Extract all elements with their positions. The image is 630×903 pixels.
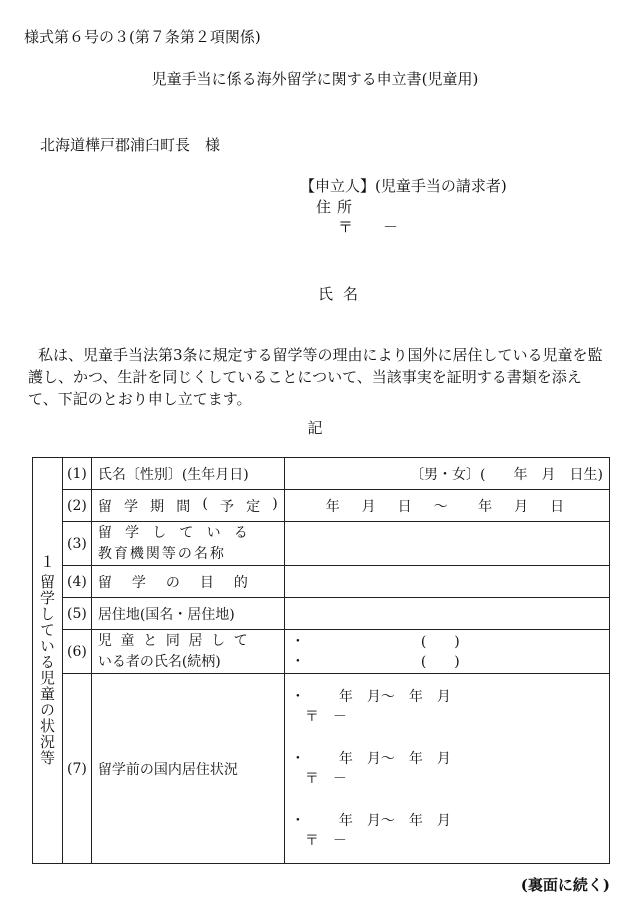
residence-history-entry: ・ 年 月～ 年 月 〒 －: [290, 750, 451, 787]
row-number: (1): [63, 458, 92, 490]
prior-residence-field[interactable]: [284, 674, 609, 864]
statement-text: 私は、児童手当法第3条に規定する留学等の理由により国外に居住している児童を監護し、かつ、生計を同じくしていることについて、当該事実を証明する書類を添えて、下記のとおり申し立てます。: [28, 346, 603, 408]
name-label: 氏名: [318, 285, 369, 303]
row-number: (5): [63, 598, 92, 630]
row-number: (6): [63, 630, 92, 674]
row-number: (3): [63, 522, 92, 566]
row-number: (2): [63, 490, 92, 522]
address-label: 住所: [316, 198, 359, 216]
institution-name-field[interactable]: [284, 522, 609, 566]
residence-field[interactable]: [284, 598, 609, 630]
row-number: (4): [63, 566, 92, 598]
residence-history-entry: ・ 年 月～ 年 月 〒 －: [290, 688, 451, 725]
name-sex-dob-field[interactable]: 〔男・女〕( 年 月 日生): [284, 458, 609, 490]
row-label-institution: 留 学 し て い る 教育機関等の名称: [91, 522, 284, 566]
study-purpose-field[interactable]: [284, 566, 609, 598]
addressee: 北海道樺戸郡浦臼町長 様: [40, 136, 221, 154]
row-label-purpose: 留 学 の 目 的: [91, 566, 284, 598]
row-label-residence: 居住地(国名・居住地): [91, 598, 284, 630]
section-header: [33, 458, 63, 864]
row-label-prior-residence: 留学前の国内居住状況: [91, 674, 284, 864]
postal-code-field[interactable]: [338, 216, 398, 237]
ki-heading: 記: [307, 419, 323, 437]
residence-history-entry: ・ 年 月～ 年 月 〒 －: [290, 812, 451, 849]
continued-on-back-note: (裏面に続く): [520, 876, 610, 894]
applicant-heading: 【申立人】(児童手当の請求者): [300, 177, 507, 195]
study-period-field[interactable]: 年 月 日 ～ 年 月 日: [284, 490, 609, 522]
child-status-table: [32, 457, 610, 864]
row-number: (7): [63, 674, 92, 864]
row-label-study-period: 留 学 期 間 ( 予 定 ): [91, 490, 284, 522]
row-label-cohabitants: 児 童 と 同 居 し て いる者の氏名(続柄): [91, 630, 284, 674]
cohabitants-field[interactable]: ・ ( ) ・ ( ): [284, 630, 609, 674]
document-title: 児童手当に係る海外留学に関する申立書(児童用): [151, 70, 479, 88]
row-label-name: 氏名〔性別〕(生年月日): [91, 458, 284, 490]
form-number: 様式第６号の３(第７条第２項関係): [24, 28, 261, 46]
section-title: 留学している児童の状況等: [38, 574, 56, 766]
postal-mark: 〒: [338, 218, 354, 236]
postal-dash: －: [383, 218, 399, 236]
section-number: １: [39, 553, 55, 571]
